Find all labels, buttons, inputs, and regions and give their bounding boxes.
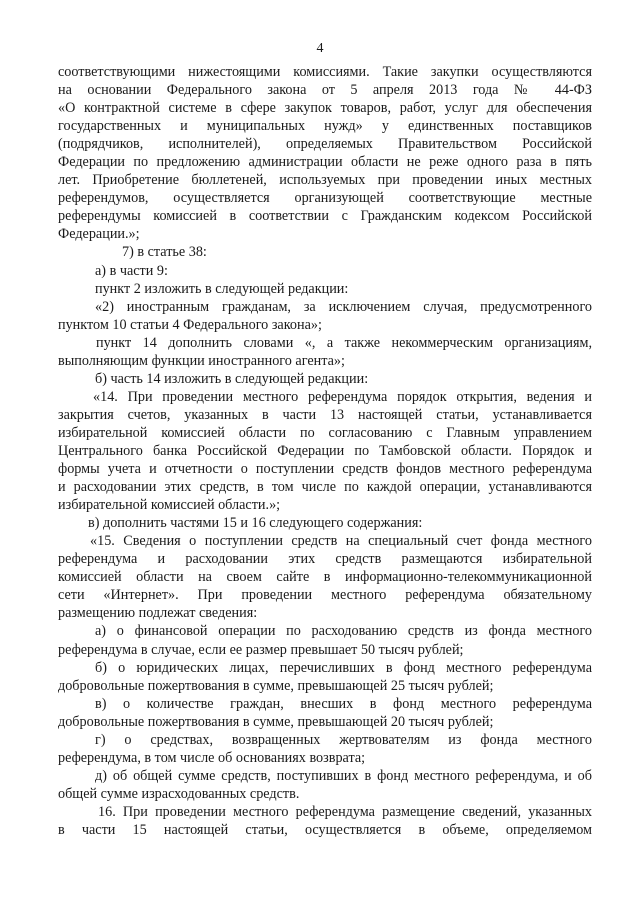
text-line: в) дополнить частями 15 и 16 следующего содержания: [88, 515, 423, 532]
text-line: 16. При проведении местного референдума размещение сведений, указанных [98, 803, 592, 820]
text-line: «2) иностранным гражданам, за исключением случая, предусмотренного [95, 298, 592, 315]
text-line: добровольные пожертвования в сумме, превышающей 25 тысяч рублей; [58, 677, 494, 694]
text-line: сети «Интернет». При проведении местного референдума обязательному [58, 587, 592, 604]
text-line: б) о юридических лицах, перечисливших в фонд местного референдума [95, 659, 592, 676]
text-line: общей сумме израсходованных средств. [58, 785, 300, 802]
text-line: в) о количестве граждан, внесших в фонд местного референдума [95, 695, 592, 712]
text-line: референдума и расходовании этих средств размещаются избирательной [58, 551, 592, 568]
text-line: референдума, в том числе об основаниях возврата; [58, 749, 366, 766]
text-line: соответствующими нижестоящими комиссиями. Такие закупки осуществляются [58, 64, 592, 80]
text-line: Центрального банка Российской Федерации по Тамбовской области. Порядок и [58, 442, 592, 459]
text-line: закрытия счетов, указанных в части 13 настоящей статьи, устанавливается [58, 406, 592, 423]
text-line: выполняющим функции иностранного агента»; [58, 352, 345, 369]
text-line: лет. Приобретение бюллетеней, используемых при проведении иных местных [58, 172, 592, 189]
text-line: формы учета и отчетности о поступлении средств фондов местного референдума [58, 461, 592, 478]
text-line: Федерации по предложению администрации области не реже одного раза в пять [58, 154, 592, 171]
text-line: (подрядчиков, исполнителей), определяемых Правительством Российской [58, 136, 592, 153]
page-number: 4 [316, 41, 324, 56]
text-line: референдума в случае, если ее размер превышает 50 тысяч рублей; [58, 641, 464, 658]
text-line: г) о средствах, возвращенных жертвователям из фонда местного [95, 731, 592, 748]
document-body [58, 63, 592, 839]
text-line: пунктом 10 статьи 4 Федерального закона»; [58, 316, 322, 333]
text-line: а) в части 9: [95, 262, 168, 279]
text-line: 7) в статье 38: [122, 244, 207, 261]
text-line: размещению подлежат сведения: [58, 605, 258, 622]
text-line: Федерации.»; [58, 226, 140, 243]
text-line: «О контрактной системе в сфере закупок товаров, работ, услуг для обеспечения [58, 100, 592, 117]
text-line: пункт 14 дополнить словами «, а также некоммерческим организациям, [96, 334, 592, 351]
text-line: референдумы комиссией в соответствии с Гражданским кодексом Российской [58, 208, 592, 225]
text-line: «15. Сведения о поступлении средств на специальный счет фонда местного [90, 533, 592, 550]
text-line: пункт 2 изложить в следующей редакции: [95, 280, 349, 297]
text-line: а) о финансовой операции по расходованию средств из фонда местного [95, 623, 592, 640]
text-line: в части 15 настоящей статьи, осуществляется в объеме, определяемом [58, 821, 592, 838]
text-line: добровольные пожертвования в сумме, превышающей 20 тысяч рублей; [58, 713, 494, 730]
text-line: б) часть 14 изложить в следующей редакции: [95, 370, 369, 387]
text-line: референдумов, осуществляется организующей соответствующие местные [58, 190, 592, 207]
text-line: избирательной комиссией области по согласованию с Главным управлением [58, 424, 592, 441]
text-line: избирательной комиссией области.»; [58, 497, 281, 514]
text-line: и расходовании этих средств, в том числе по каждой операции, устанавливаются [58, 479, 592, 496]
text-line: комиссией области на своем сайте в информационно-телекоммуникационной [58, 569, 592, 586]
text-line: на основании Федерального закона от 5 апреля 2013 года № 44-ФЗ [58, 82, 592, 99]
text-line: «14. При проведении местного референдума порядок открытия, ведения и [93, 388, 592, 405]
text-line: государственных и муниципальных нужд» у единственных поставщиков [58, 118, 592, 135]
text-line: д) об общей сумме средств, поступивших в фонд местного референдума, и об [95, 767, 592, 784]
